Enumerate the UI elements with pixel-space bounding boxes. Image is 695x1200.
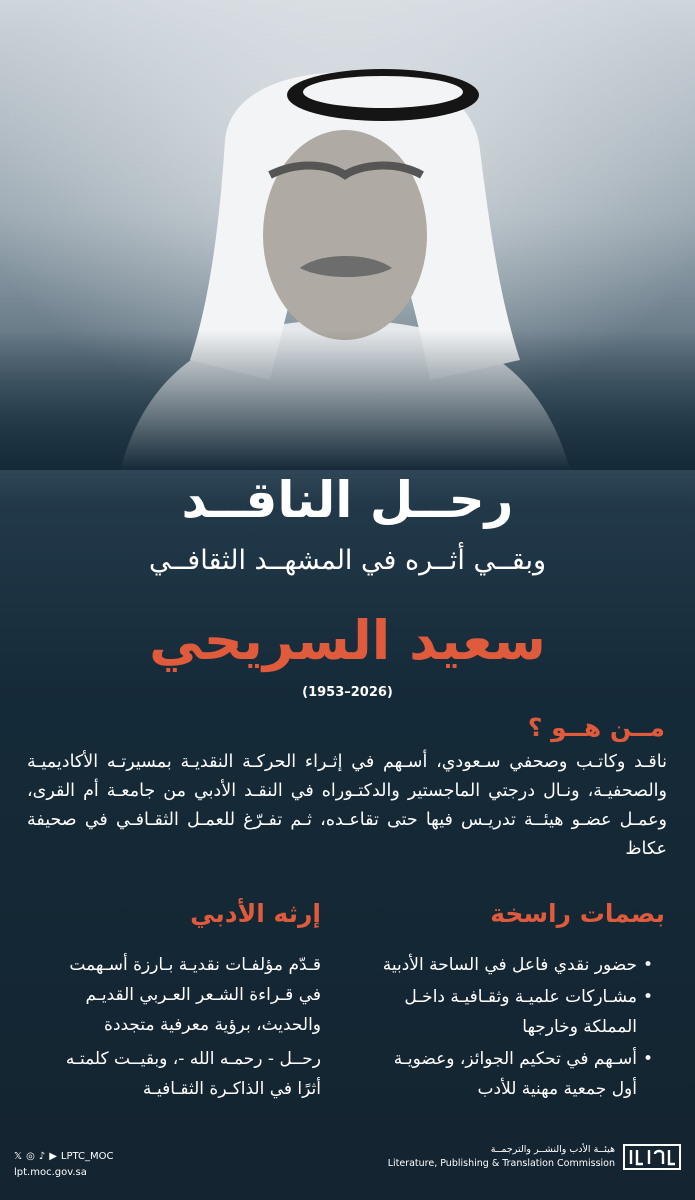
- about-text: ناقـد وكاتـب وصحفي سـعودي، أسـهم في إثـراء الحركـة النقديـة بمسيرتـه الأكاديميـة والصحفيـة، ونـال درجتي الماجستير والدكتـوراه في النقـد الأدبي من جامعـة أم القرى، وعمـل عضـو هيئــة تدريـس فيها حتى تقاعـده، ثـم تفـرّغ للعمـل الثقـافـي في صحيفة عكاظ: [27, 752, 667, 859]
- legacy-heading: إرثه الأدبي: [190, 899, 321, 928]
- imprints-item: • أسـهم في تحكيم الجوائز، وعضويـة أول جمعية مهنية للأدب: [375, 1044, 653, 1104]
- imprints-heading: بصمات راسخة: [490, 899, 665, 928]
- logo-org-arabic: هيئــة الأدب والنشــر والترجمــة: [490, 1144, 615, 1155]
- social-handle[interactable]: LPTC_MOC: [60, 1151, 114, 1162]
- legacy-text: [49, 950, 321, 1108]
- imprints-list-container: [375, 950, 653, 1106]
- person-name: سعيد السريحي: [149, 609, 546, 672]
- social-row: [14, 1149, 113, 1165]
- x-icon[interactable]: 𝕏: [14, 1151, 23, 1162]
- headline-subtitle: وبقــي أثــره في المشهــد الثقافــي: [148, 545, 546, 576]
- legacy-paragraph: رحــل - رحمـه الله -، وبقيــت كلمتـه أثرًا في الذاكـرة الثقـافيـة: [65, 1049, 321, 1099]
- portrait-photo: [0, 0, 695, 470]
- imprints-item: • مشـاركات علميـة وثقـافيـة داخـل المملكة وخارجها: [375, 982, 653, 1042]
- imprints-list: [375, 950, 653, 1104]
- commission-logo: [388, 1142, 681, 1172]
- life-dates: (1953–2026): [302, 685, 393, 700]
- logo-org-english: Literature, Publishing & Translation Commission: [387, 1158, 615, 1169]
- website-link[interactable]: lpt.moc.gov.sa: [14, 1167, 87, 1178]
- instagram-icon[interactable]: ◎: [26, 1151, 35, 1162]
- legacy-paragraph: قـدّم مؤلفـات نقديـة بـارزة أسـهمت في قـراءة الشـعر العـربي القديـم والحديث، برؤية معرفية متجددة: [69, 955, 321, 1035]
- commission-logo-icon: [623, 1142, 681, 1172]
- footer-contact: [14, 1149, 113, 1181]
- tiktok-icon[interactable]: ♪: [38, 1151, 46, 1162]
- logo-text: [388, 1143, 615, 1171]
- imprints-item: • حضور نقدي فاعل في الساحة الأدبية: [375, 950, 653, 980]
- about-heading: مــن هــو ؟: [527, 713, 665, 742]
- youtube-icon[interactable]: ▶: [49, 1151, 57, 1162]
- headline-title: رحــل الناقــد: [181, 471, 514, 529]
